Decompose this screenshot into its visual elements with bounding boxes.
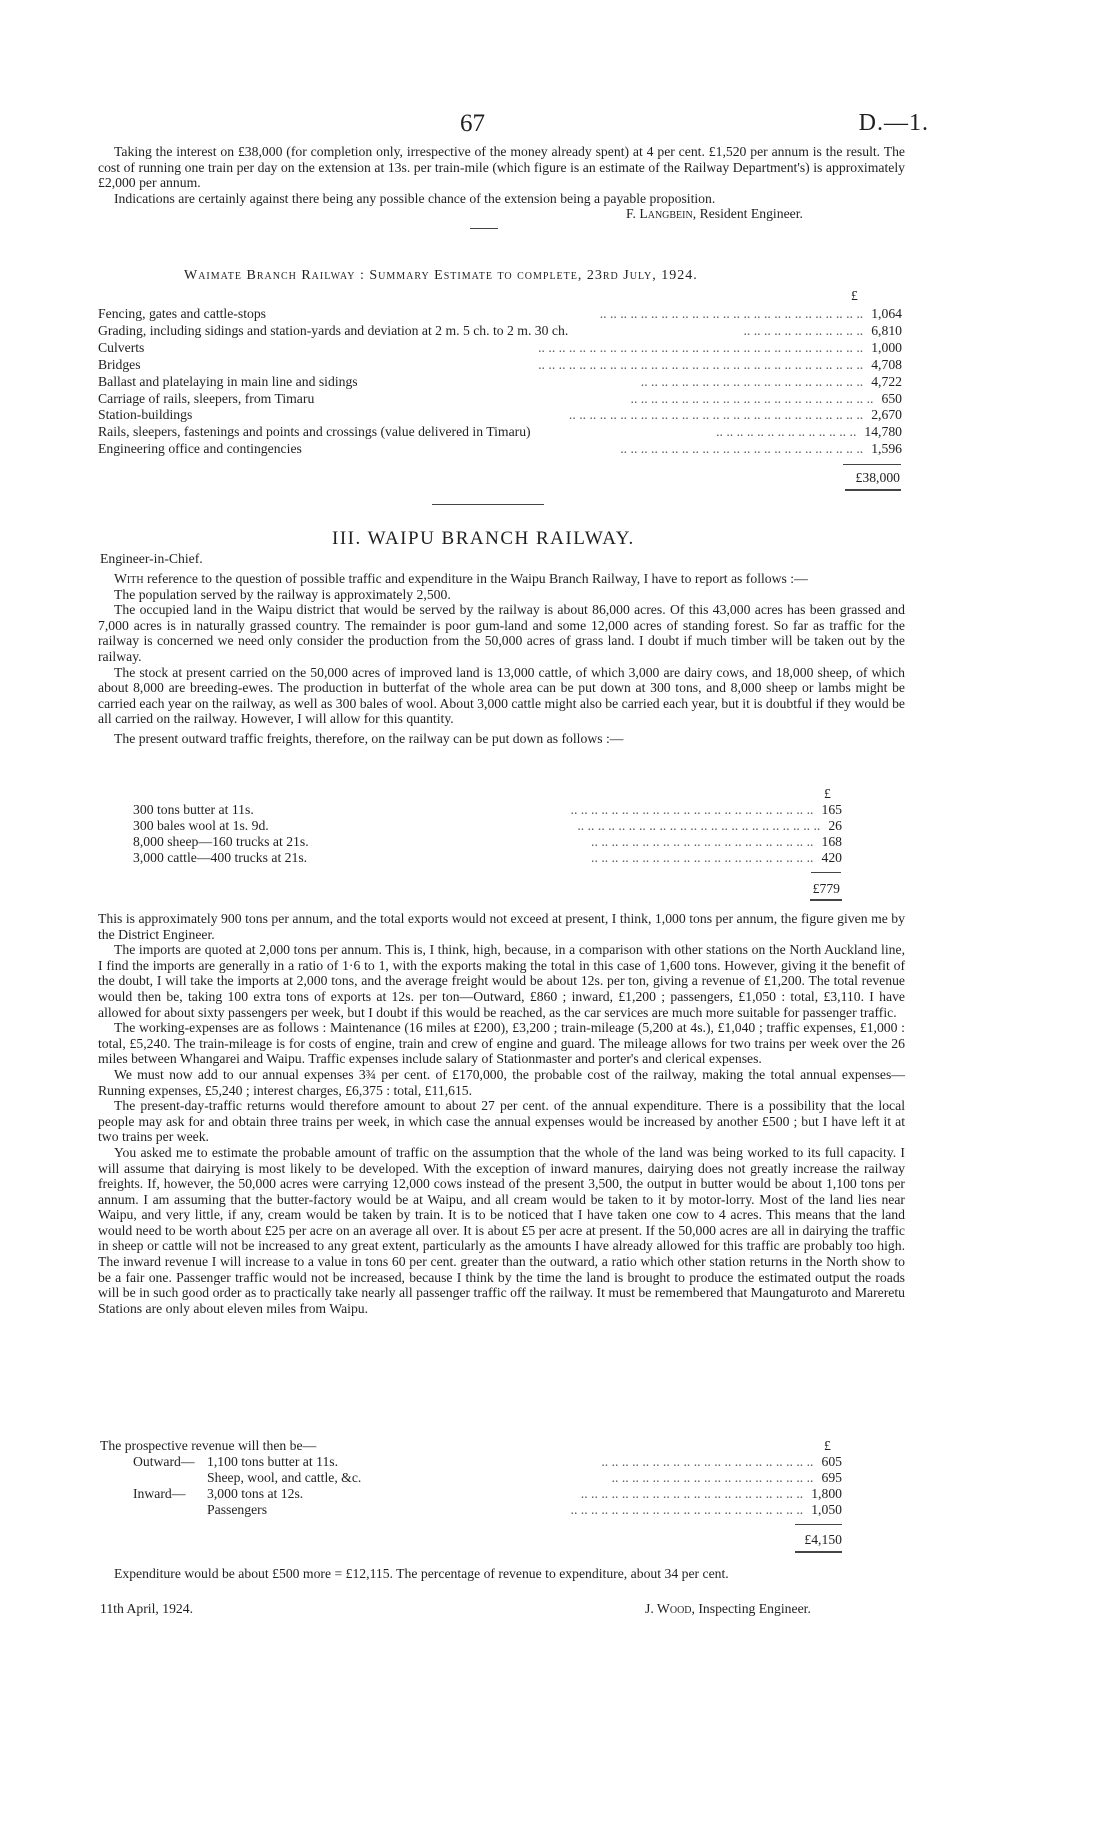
signature-title: Resident Engineer. xyxy=(699,206,803,221)
row-label: Carriage of rails, sleepers, from Timaru xyxy=(98,390,315,406)
row-label: Culverts xyxy=(98,339,145,355)
waimate-row xyxy=(98,357,902,373)
freight-row xyxy=(133,850,842,866)
waimate-row xyxy=(98,441,902,457)
prospective-row xyxy=(207,1470,842,1486)
waimate-row xyxy=(98,424,902,440)
leader-dots: .. .. .. .. .. .. .. .. .. .. .. .. .. .. .. .. .. .. .. .. .. .. .. .. xyxy=(630,390,874,406)
row-label: Rails, sleepers, fastenings and points and crossings (value delivered in Timaru) xyxy=(98,424,531,440)
prospective-currency-header: £ xyxy=(824,1438,831,1453)
waipu-paragraph: You asked me to estimate the probable amount of traffic on the assumption that the whole of the land was being worked to its full capacity. I will assume that dairying is most likely to be developed. With the exception of inward manures, dairying does not greatly increase the railway freights. If, however, the 50,000 acres were carrying 12,000 cows instead of the present 3,500, the output in butter would be about 1,100 tons per annum. I am assuming that the butter-factory would be at Waipu, and all cream would be taken to it by motor-lorry. Most of the land lies near Waipu, and very little, if any, cream would be taken by train. It is to be noticed that I have taken one cow to 4 acres. This means that the land would need to be worth about £25 per acre on an average all over. It is about £5 per acre at present. If the 50,000 acres are all in dairying the traffic in sheep or cattle will not be increased to any great extent, particularly as the amounts I have already allowed for this traffic are probably too high. The inward revenue I will increase to a value in tons 60 per cent. greater than the outward, a ratio which other station returns in the North show to be a fair one. Passenger traffic would not be increased, because I think by the time the land is brought to produce the estimated output the roads will be in such good order as to practically take nearly all passenger traffic off the railway. It must be remembered that Maungaturoto and Mareretu Stations are only about eleven miles from Waipu. xyxy=(98,1144,905,1316)
waipu-paragraph: The occupied land in the Waipu district that would be served by the railway is about 86,000 acres. Of this 43,000 acres has been grassed and 7,000 acres is in naturally grassed country. The remainder is poor gum-land and some 12,000 acres of standing forest. So far as traffic for the railway is concerned we need only consider the production from the 50,000 acres of grass land. I doubt if much timber will be taken out by the railway. xyxy=(98,602,905,664)
waimate-currency-header: £ xyxy=(851,288,858,303)
total-rule xyxy=(811,872,841,873)
waimate-row xyxy=(98,340,902,356)
leader-dots: .. .. .. .. .. .. .. .. .. .. .. .. .. .. .. .. .. .. .. .. .. .. xyxy=(580,1486,804,1501)
row-label: 300 bales wool at 1s. 9d. xyxy=(133,818,269,833)
leader-dots: .. .. .. .. .. .. .. .. .. .. .. .. .. .. .. .. .. .. .. .. .. .. xyxy=(591,850,814,865)
leader-dots: .. .. .. .. .. .. .. .. .. .. .. .. .. .. .. .. .. .. .. .. .. .. .. .. xyxy=(620,441,864,457)
row-amount: 1,000 xyxy=(871,339,902,355)
waipu-paragraph: The working-expenses are as follows : Maintenance (16 miles at £200), £3,200 ; train-mileage (5,200 at 4s.), £1,040 ; traffic expenses, £1,000 : total, £5,240. The train-mileage is for costs of engine, train and crew of engine and guard. The mileage allows for two trains per week over the 26 miles between Whangarei and Waipu. Traffic expenses include salary of Stationmaster and porter's and clerical expenses. xyxy=(98,1020,905,1067)
waipu-paragraphs-a xyxy=(98,571,905,747)
row-amount: 1,064 xyxy=(871,306,902,321)
waimate-row xyxy=(98,374,902,390)
report-date: 11th April, 1924. xyxy=(100,1601,194,1616)
leader-dots: .. .. .. .. .. .. .. .. .. .. .. .. .. .. .. .. .. .. .. .. .. .. xyxy=(591,834,814,849)
freights-total-value: £779 xyxy=(812,881,840,896)
waipu-paragraphs-b xyxy=(98,911,905,1316)
double-rule xyxy=(795,1551,842,1553)
waimate-row xyxy=(98,407,902,423)
waipu-paragraph: This is approximately 900 tons per annum, and the total exports would not exceed at present, I think, 1,000 tons per annum, the figure given me by the District Engineer. xyxy=(98,911,905,942)
row-amount: 1,800 xyxy=(811,1486,842,1501)
prospective-total xyxy=(760,1532,842,1548)
page-number: 67 xyxy=(460,110,485,137)
row-label: Engineering office and contingencies xyxy=(98,441,302,457)
row-label: Bridges xyxy=(98,356,141,372)
row-amount: 165 xyxy=(821,802,842,817)
waimate-total xyxy=(820,470,900,486)
total-rule xyxy=(843,464,901,465)
section-divider xyxy=(432,504,544,505)
row-label: 3,000 cattle—400 trucks at 21s. xyxy=(133,850,308,865)
paragraph-text: reference to the question of possible traffic and expenditure in the Waipu Branch Railway, I have to report as follows :— xyxy=(147,571,808,586)
row-label: 8,000 sheep—160 trucks at 21s. xyxy=(133,834,309,849)
waimate-row xyxy=(98,391,902,407)
leader-dots: .. .. .. .. .. .. .. .. .. .. .. .. .. .. .. .. .. .. .. .. .. .. .. .. xyxy=(570,802,814,817)
freight-row xyxy=(133,802,842,818)
row-label: Ballast and platelaying in main line and sidings xyxy=(98,373,358,389)
waipu-paragraph: The stock at present carried on the 50,000 acres of improved land is 13,000 cattle, of which 3,000 are dairy cows, and 18,000 sheep, of which about 8,000 are breeding-ewes. The production in butterfat of the whole area can be put down at 300 tons, and 8,000 sheep or lambs might be carried each year on the railway, as well as 300 bales of wool. About 3,000 cattle might also be carried each year, but it is doubtful if they would be all carried on the railway. However, I will allow for this quantity. xyxy=(98,664,906,727)
waimate-row xyxy=(98,323,902,339)
waimate-total-value: £38,000 xyxy=(855,470,900,485)
freights-currency-header: £ xyxy=(824,786,831,801)
row-label: Station-buildings xyxy=(98,407,193,423)
row-label: Grading, including sidings and station-yards and deviation at 2 m. 5 ch. to 2 m. 30 ch. xyxy=(98,322,569,338)
row-label: Sheep, wool, and cattle, &c. xyxy=(207,1470,362,1485)
double-rule xyxy=(810,899,842,901)
row-amount: 4,722 xyxy=(871,373,902,389)
row-amount: 26 xyxy=(828,818,842,833)
waipu-paragraph: The present outward traffic freights, therefore, on the railway can be put down as follows :— xyxy=(114,730,624,746)
waipu-paragraph: With reference to the question of possible traffic and expenditure in the Waipu Branch Railway, I have to report as follows :— xyxy=(114,571,808,586)
leader-dots: .. .. .. .. .. .. .. .. .. .. .. .. .. .. .. .. .. .. .. .. .. xyxy=(601,1454,814,1469)
waipu-heading: III. WAIPU BRANCH RAILWAY. xyxy=(332,528,635,549)
signature-name: J. Wood, xyxy=(645,1601,695,1616)
leader-dots: .. .. .. .. .. .. .. .. .. .. .. .. .. .. .. .. .. .. .. .. .. .. .. .. .. .. .. .. .. .. .. .. xyxy=(538,339,864,355)
waipu-paragraph: We must now add to our annual expenses 3¾ per cent. of £170,000, the probable cost of the railway, making the total annual expenses—Running expenses, £5,240 ; interest charges, £6,375 : total, £11,615. xyxy=(98,1066,905,1098)
double-rule xyxy=(845,489,901,491)
row-label: 1,100 tons butter at 11s. xyxy=(207,1454,339,1469)
inspecting-engineer-signature xyxy=(645,1601,811,1617)
signature-title: Inspecting Engineer. xyxy=(698,1601,811,1616)
row-amount: 1,050 xyxy=(811,1502,842,1517)
expenditure-text: Expenditure would be about £500 more = £12,115. The percentage of revenue to expenditure, about 34 per cent. xyxy=(114,1566,729,1581)
row-label: Fencing, gates and cattle-stops xyxy=(98,306,267,321)
row-amount: 6,810 xyxy=(871,322,902,338)
row-label: Passengers xyxy=(207,1502,268,1517)
row-amount: 1,596 xyxy=(871,441,902,457)
freight-row xyxy=(133,834,842,850)
addressee: Engineer-in-Chief. xyxy=(100,551,203,566)
leader-dots: .. .. .. .. .. .. .. .. .. .. .. .. xyxy=(743,322,864,338)
row-amount: 168 xyxy=(821,834,842,849)
row-amount: 2,670 xyxy=(871,407,902,423)
waimate-row xyxy=(98,306,902,322)
resident-engineer-signature xyxy=(626,206,803,222)
row-amount: 650 xyxy=(881,390,902,406)
leader-dots: .. .. .. .. .. .. .. .. .. .. .. .. .. .. .. .. .. .. .. .. xyxy=(611,1470,814,1485)
row-amount: 695 xyxy=(821,1470,842,1485)
freight-row xyxy=(133,818,842,834)
leader-dots: .. .. .. .. .. .. .. .. .. .. .. .. .. .. .. .. .. .. .. .. .. .. .. .. .. .. xyxy=(599,306,864,321)
row-amount: 605 xyxy=(821,1454,842,1469)
inward-label: Inward— xyxy=(133,1486,186,1501)
prospective-row xyxy=(207,1502,842,1518)
prospective-row xyxy=(207,1486,842,1502)
leader-dots: .. .. .. .. .. .. .. .. .. .. .. .. .. .. .. .. .. .. .. .. .. .. xyxy=(640,373,864,389)
waipu-paragraph: The present-day-traffic returns would therefore amount to about 27 per cent. of the annual expenditure. There is a possibility that the local people may ask for and obtain three trains per week, in which case the annual expenses would be increased by another £500 ; but I have left it at two trains per week. xyxy=(98,1098,905,1145)
intro-section xyxy=(98,144,905,206)
leader-dots: .. .. .. .. .. .. .. .. .. .. .. .. .. .. xyxy=(716,424,857,440)
leader-dots: .. .. .. .. .. .. .. .. .. .. .. .. .. .. .. .. .. .. .. .. .. .. .. xyxy=(570,1502,804,1517)
intro-paragraph: Indications are certainly against there being any possible chance of the extension being a payable proposition. xyxy=(114,190,716,206)
waimate-table-title: Waimate Branch Railway : Summary Estimate to complete, 23rd July, 1924. xyxy=(184,268,698,283)
divider xyxy=(470,228,498,229)
outward-label: Outward— xyxy=(133,1454,195,1469)
row-amount: 14,780 xyxy=(864,424,902,440)
total-rule xyxy=(795,1524,842,1525)
signature-name: F. Langbein, xyxy=(626,206,697,221)
document-reference: D.—1. xyxy=(858,110,929,136)
row-label: 300 tons butter at 11s. xyxy=(133,802,254,817)
prospective-intro: The prospective revenue will then be— xyxy=(100,1438,317,1453)
row-label: 3,000 tons at 12s. xyxy=(207,1486,304,1501)
prospective-total-value: £4,150 xyxy=(804,1532,842,1547)
freights-total xyxy=(780,881,840,897)
row-amount: 4,708 xyxy=(871,356,902,372)
prospective-row xyxy=(207,1454,842,1470)
expenditure-paragraph xyxy=(98,1566,905,1582)
leader-dots: .. .. .. .. .. .. .. .. .. .. .. .. .. .. .. .. .. .. .. .. .. .. .. .. xyxy=(577,818,821,833)
leader-dots: .. .. .. .. .. .. .. .. .. .. .. .. .. .. .. .. .. .. .. .. .. .. .. .. .. .. .. .. .. .. .. .. xyxy=(538,356,864,372)
intro-paragraph: Taking the interest on £38,000 (for completion only, irrespective of the money already spent) at 4 per cent. £1,520 per annum is the result. The cost of running one train per day on the extension at 13s. per train-mile (which figure is an estimate of the Railway Department's) is approximately £2,000 per annum. xyxy=(98,144,905,191)
leader-dots: .. .. .. .. .. .. .. .. .. .. .. .. .. .. .. .. .. .. .. .. .. .. .. .. .. .. .. .. .. xyxy=(568,407,864,423)
waipu-paragraph: The imports are quoted at 2,000 tons per annum. This is, I think, high, because, in a comparison with other stations on the North Auckland line, I find the imports are generally in a ratio of 1·6 to 1, with the exports making the total in this case of 1,600 tons. However, giving it the benefit of the doubt, I will take the imports at 2,000 tons, and the average freight would be about 12s. per ton, giving a revenue of £1,200. The total revenue would then be, taking 100 extra tons of exports at 12s. per ton—Outward, £860 ; inward, £1,200 ; passengers, £1,050 : total, £3,110. I have allowed for about sixty passengers per week, but I doubt if this would be reached, as the car services are much more suitable for passenger traffic. xyxy=(98,942,905,1020)
waipu-paragraph: The population served by the railway is approximately 2,500. xyxy=(114,586,451,602)
row-amount: 420 xyxy=(821,850,842,865)
